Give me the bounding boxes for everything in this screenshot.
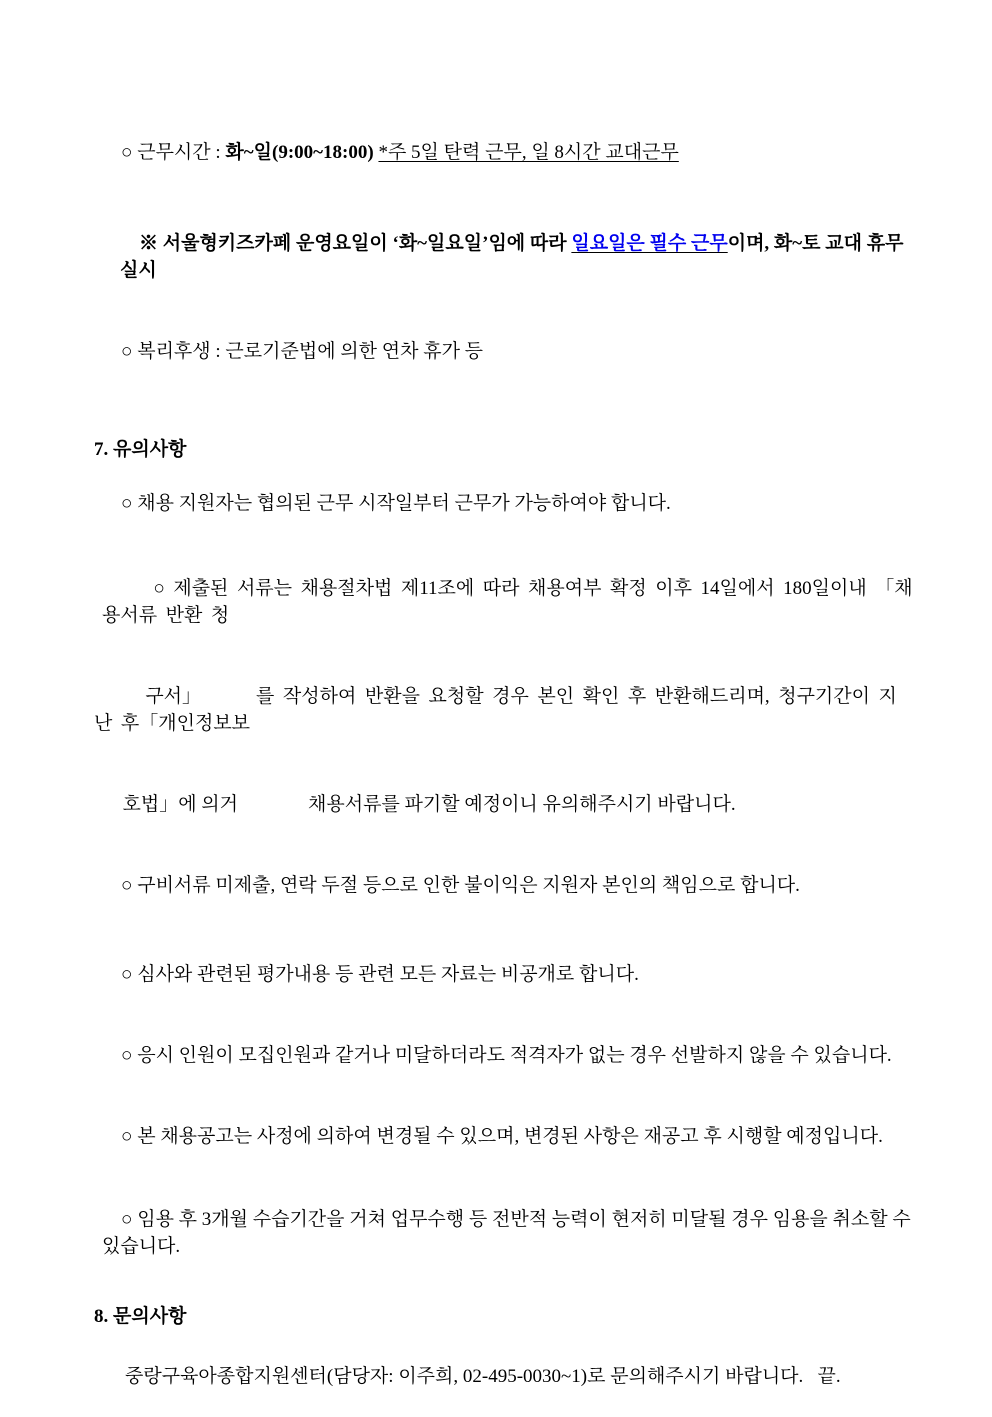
note-item-changes (94, 1096, 914, 1177)
sunday-duty-highlight: 일요일은 필수 근무 (571, 233, 728, 254)
notes-section-heading: 7. 유의사항 (94, 439, 187, 460)
contact-text: 중랑구육아종합지원센터(담당자: 이주희, 02-495-0030~1)로 문의해주시기 바랍니다. 끝. (125, 1366, 841, 1387)
note-item-no-selection (94, 1015, 914, 1096)
note-item-probation (94, 1179, 914, 1287)
note-item-document-return-line1-text: ○ 제출된 서류는 채용절차법 제11조에 따라 채용여부 확정 이후 14일에서 180일이내 「채용서류 반환 청 (102, 578, 913, 626)
note-item-probation-text: ○ 임용 후 3개월 수습기간을 거쳐 업무수행 등 전반적 능력이 현저히 미달될 경우 임용을 취소할 수 있습니다. (102, 1209, 916, 1257)
note-item-changes-text: ○ 본 채용공고는 사정에 의하여 변경될 수 있으며, 변경된 사항은 재공고 후 시행할 예정입니다. (121, 1126, 883, 1147)
note-item-no-selection-text: ○ 응시 인원이 모집인원과 같거나 미달하더라도 적격자가 없는 경우 선발하지 않을 수 있습니다. (121, 1045, 892, 1066)
note-item-document-return-line3-tail: 채용서류를 파기할 예정이니 유의해주시기 바랍니다. (308, 794, 736, 815)
note-item-document-return-line3-head: 호법」에 의거 (122, 794, 239, 815)
note-item-document-return-line2-tail: 를 작성하여 반환을 요청할 경우 본인 확인 후 반환해드리며, 청구기간이 지난 후「개인정보보 (94, 686, 897, 734)
note-item-document-return-line1 (94, 548, 914, 656)
welfare-line (94, 311, 914, 392)
kids-cafe-note-suffix: 이며, 화~토 교대 휴무 실시 (120, 233, 909, 281)
note-item-start-date-text: ○ 채용 지원자는 협의된 근무 시작일부터 근무가 가능하여야 합니다. (121, 493, 671, 514)
welfare-text: ○ 복리후생 : 근로기준법에 의한 연차 휴가 등 (121, 341, 484, 362)
note-item-confidential-text: ○ 심사와 관련된 평가내용 등 관련 모든 자료는 비공개로 합니다. (121, 964, 639, 985)
flexible-work-note: *주 5일 탄력 근무, 일 8시간 교대근무 (378, 142, 679, 163)
note-item-document-return-line2 (94, 656, 914, 764)
work-hours-line (94, 112, 914, 193)
work-schedule-bold: 화~일(9:00~18:00) (225, 142, 379, 163)
note-item-confidential (94, 934, 914, 1015)
note-item-start-date (94, 463, 914, 544)
kids-cafe-note-line (94, 203, 914, 311)
contact-line (94, 1336, 914, 1417)
work-hours-label: ○ 근무시간 : (121, 142, 226, 163)
note-item-document-return-line3 (94, 764, 914, 845)
note-item-missing-docs-text: ○ 구비서류 미제출, 연락 두절 등으로 인한 불이익은 지원자 본인의 책임으로 합니다. (121, 875, 800, 896)
note-item-document-return-line2-head: 구서」 (145, 686, 202, 707)
note-item-missing-docs (94, 845, 914, 926)
note-item-document-return (94, 548, 914, 845)
inquiry-section-heading: 8. 문의사항 (94, 1306, 187, 1327)
kids-cafe-note-prefix: ※ 서울형키즈카페 운영요일이 ‘화~일요일’임에 따라 (139, 233, 572, 254)
